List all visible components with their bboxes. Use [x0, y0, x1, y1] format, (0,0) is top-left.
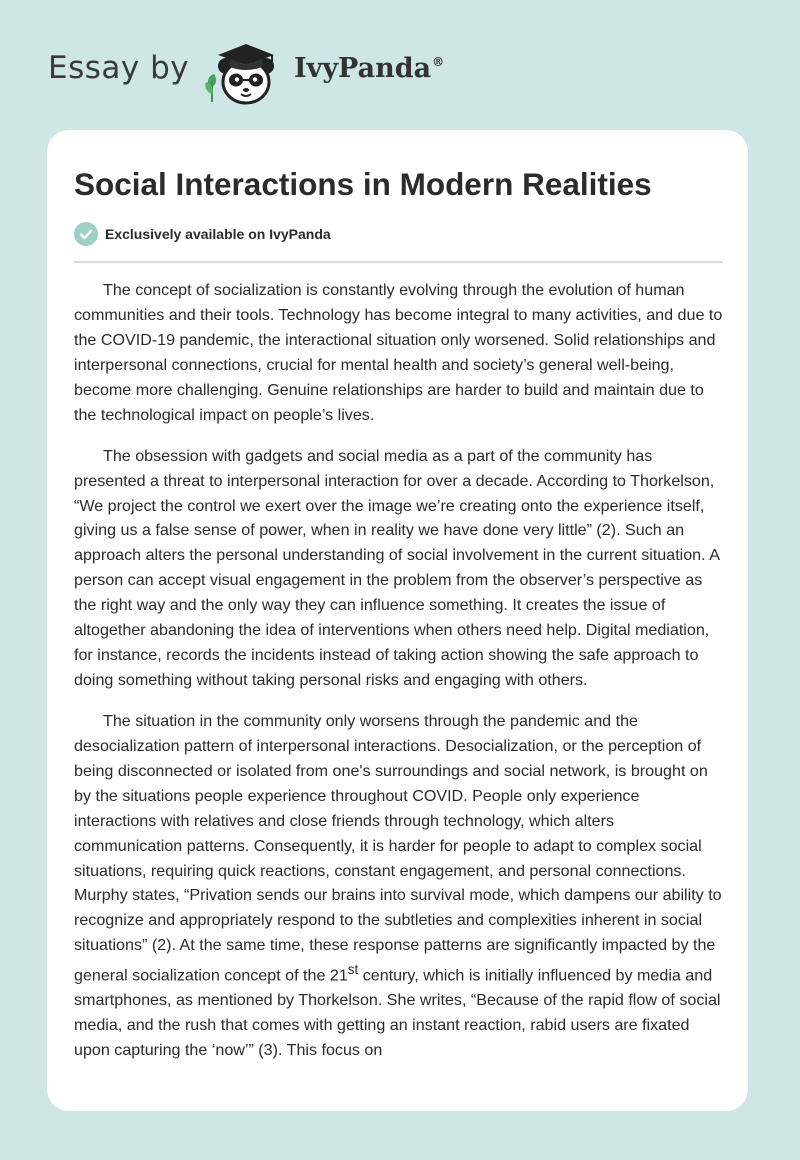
check-badge-icon — [74, 222, 98, 246]
essay-title: Social Interactions in Modern Realities — [74, 166, 652, 202]
essay-paragraph-1: The concept of socialization is constantly evolving through the evolution of human communities and their tools. Technology has become integral to many activities, and due to the COVID-19 pandemic, the interactional situation only worsened. Solid relationships and interpersonal connections, crucial for mental health and society’s general well-being, become more challenging. Genuine relationships are harder to build and maintain due to the technological impact on people’s lives. — [74, 281, 723, 424]
paragraph-3-text-end: century, which is initially influenced by media and smartphones, as mentioned by Thorkelson. She writes, “Because of the rapid flow of social media, and the rush that comes with getting an instant reaction, rabid users are fixated upon capturing the ‘now’” (3). This focus on — [74, 966, 721, 1060]
text-fade-overlay — [47, 1091, 748, 1111]
title-divider — [74, 261, 723, 263]
essay-by-label: Essay by — [48, 50, 190, 86]
essay-paragraph-2: The obsession with gadgets and social media as a part of the community has presented a threat to interpersonal interaction for over a decade. According to Thorkelson, “We project the control we exert over the image we’re creating onto the experience itself, giving us a false sense of power, when in reality we have done very little” (2). Such an approach alters the personal understanding of social involvement in the current situation. A person can accept visual engagement in the problem from the observer’s perspective as the right way and the only way they can influence something. It creates the issue of altogether abandoning the idea of interventions when others need help. Digital mediation, for instance, records the incidents instead of taking action showing the safe approach to doing something without taking personal risks and engaging with others. — [74, 446, 720, 689]
brand-logo-text[interactable]: IvyPanda® — [294, 53, 445, 84]
paragraph-3-text-start: The situation in the community only worsens through the pandemic and the desocialization pattern of interpersonal interactions. Desocialization, or the perception of being disconnected or isolated from one's surroundings and social network, is brought on by the situations people experience throughout COVID. People only experience interactions with relatives and close friends through technology, which alters communication patterns. Consequently, it is harder for people to adapt to complex social situations, requiring quick reactions, constant engagement, and personal connections. Murphy states, “Privation sends our brains into survival mode, which dampens our ability to recognize and appropriately respond to the subtleties and complexities inherent in social situations” (2). At the same time, these response patterns are significantly impacted by the general socialization concept of the 21 — [74, 712, 722, 985]
site-header — [0, 0, 800, 130]
essay-paragraph-3 — [74, 709, 726, 1063]
exclusive-badge-text: Exclusively available on IvyPanda — [105, 226, 331, 242]
ordinal-suffix: st — [347, 962, 359, 978]
essay-body — [74, 278, 726, 1079]
trademark-symbol: ® — [432, 55, 445, 69]
essay-card — [47, 130, 748, 1111]
panda-mascot-icon — [200, 36, 292, 108]
